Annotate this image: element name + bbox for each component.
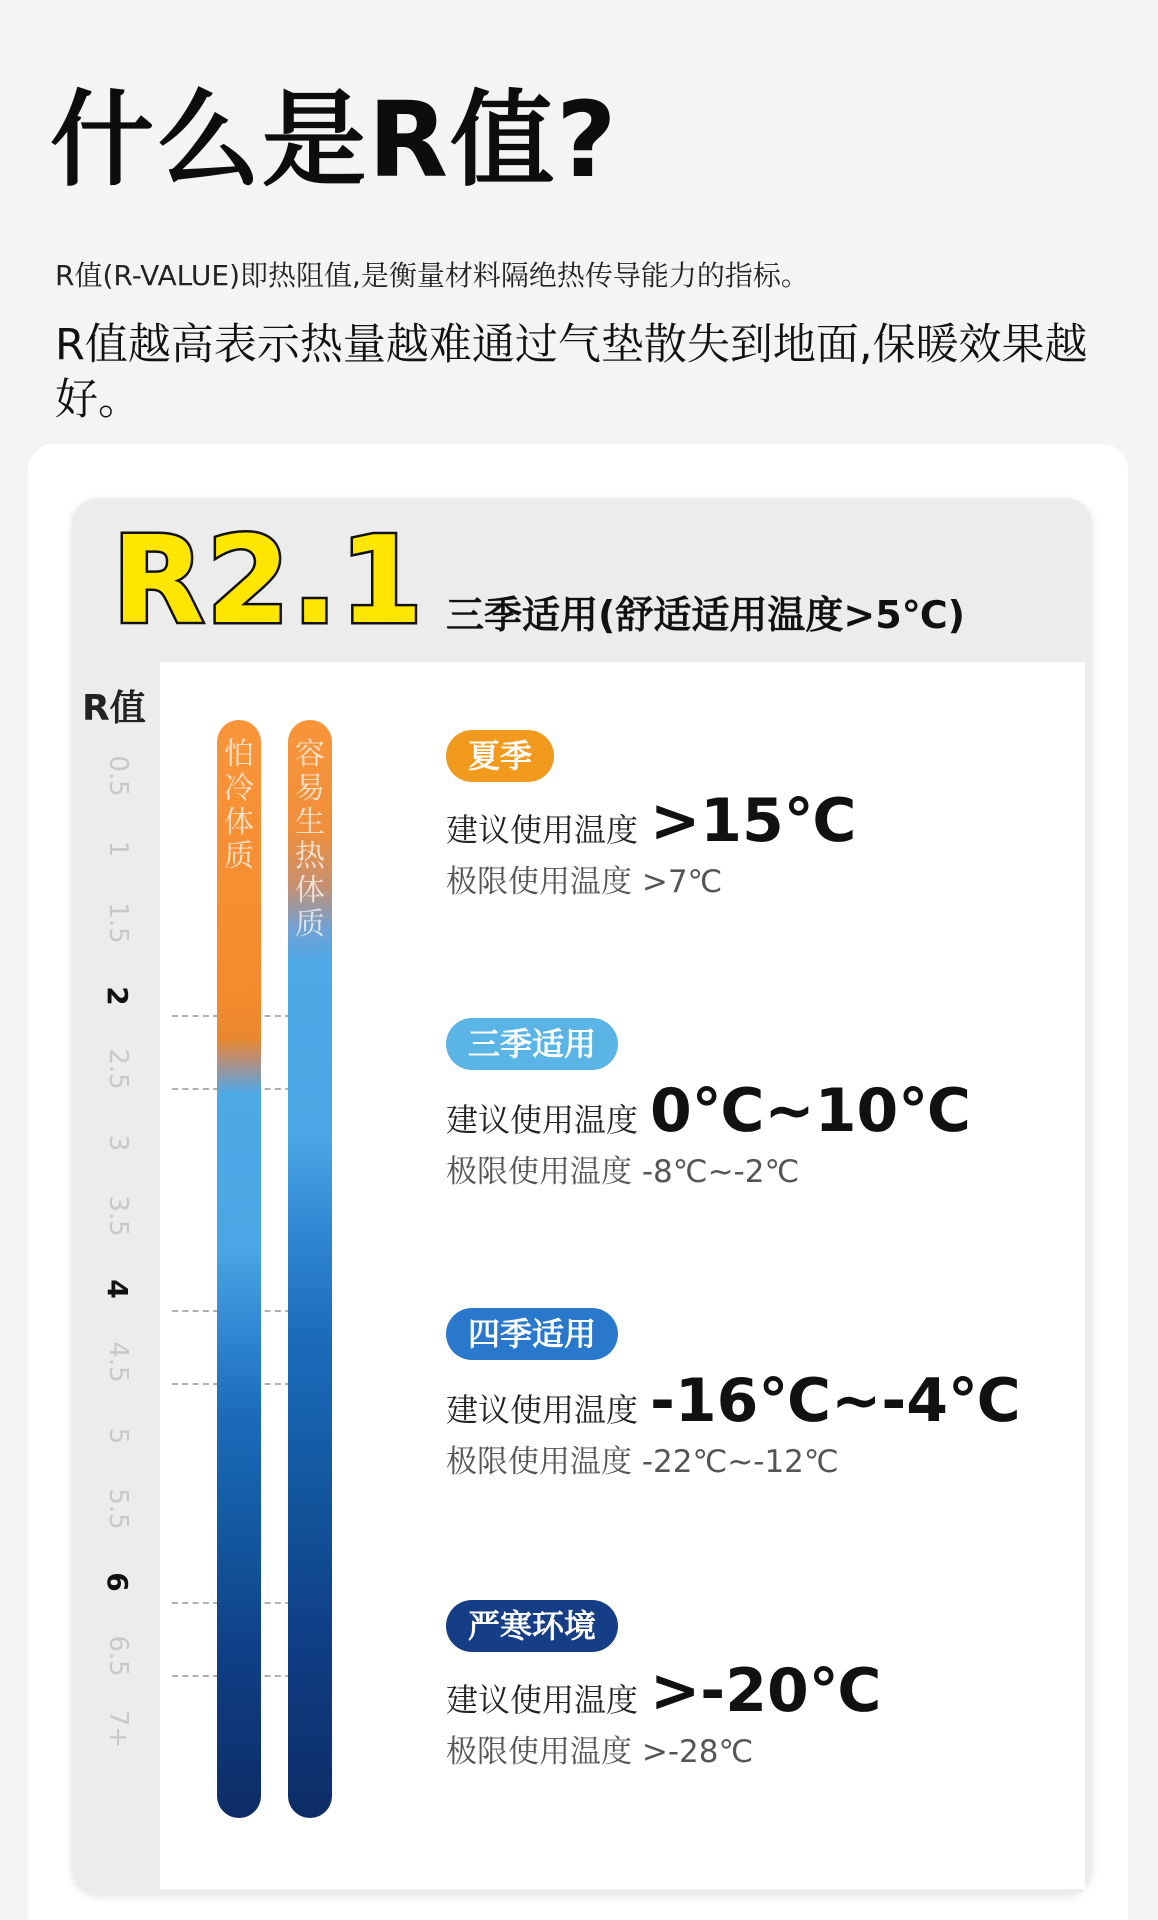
- summer-limit: 极限使用温度 >7℃: [446, 864, 723, 900]
- warm-body-label: 容易生热体质: [295, 737, 325, 942]
- scale-tick: 5: [103, 1427, 133, 1444]
- cold-sensitive-label: 怕冷体质: [224, 737, 254, 874]
- scale-tick: 7+: [103, 1709, 133, 1749]
- three-season-limit: 极限使用温度 -8℃~-2℃: [446, 1154, 800, 1190]
- recommended-value: 0℃~10℃: [650, 1076, 971, 1146]
- scale-tick: 1.5: [103, 901, 133, 944]
- four-season-limit: 极限使用温度 -22℃~-12℃: [446, 1444, 839, 1480]
- four-season-recommended: [446, 1366, 1021, 1436]
- scale-tick: 6.5: [103, 1634, 133, 1677]
- product-usage-text: 三季适用(舒适适用温度>5℃): [446, 593, 966, 637]
- summer-badge: 夏季: [446, 730, 554, 782]
- scale-tick: 2: [101, 986, 135, 1006]
- scale-tick: 1: [103, 841, 133, 858]
- scale-tick: 3.5: [103, 1195, 133, 1237]
- scale-tick: 4.5: [103, 1341, 133, 1384]
- scale-tick: 4: [101, 1279, 135, 1299]
- extreme-cold-limit: 极限使用温度 >-28℃: [446, 1734, 754, 1770]
- summer-recommended: [446, 786, 856, 856]
- r-value-definition: R值(R-VALUE)即热阻值,是衡量材料隔绝热传导能力的指标。: [55, 259, 809, 292]
- extreme-cold-badge: 严寒环境: [446, 1600, 618, 1652]
- scale-tick: 0.5: [103, 755, 133, 797]
- recommended-value: >-20℃: [650, 1656, 882, 1726]
- cold-sensitive-bar: [217, 720, 261, 1818]
- scale-tick: 3: [103, 1134, 133, 1151]
- r-value-description: R值越高表示热量越难通过气垫散失到地面,保暖效果越好。: [55, 320, 1088, 425]
- recommended-label: 建议使用温度: [446, 1681, 639, 1719]
- scale-tick: 2.5: [103, 1048, 133, 1090]
- scale-title: R值: [82, 688, 146, 729]
- recommended-label: 建议使用温度: [446, 1391, 639, 1429]
- recommended-value: >15℃: [650, 786, 857, 856]
- recommended-value: -16℃~-4℃: [650, 1366, 1021, 1436]
- extreme-cold-recommended: [446, 1656, 881, 1726]
- recommended-label: 建议使用温度: [446, 1101, 639, 1139]
- recommended-label: 建议使用温度: [446, 811, 639, 849]
- three-season-badge: 三季适用: [446, 1018, 618, 1070]
- page-title: 什么是R值?: [50, 79, 619, 201]
- product-r-value: R2.1: [112, 512, 425, 651]
- three-season-recommended: [446, 1076, 971, 1146]
- four-season-badge: 四季适用: [446, 1308, 618, 1360]
- scale-tick: 6: [101, 1572, 135, 1593]
- scale-tick: 5.5: [103, 1488, 133, 1530]
